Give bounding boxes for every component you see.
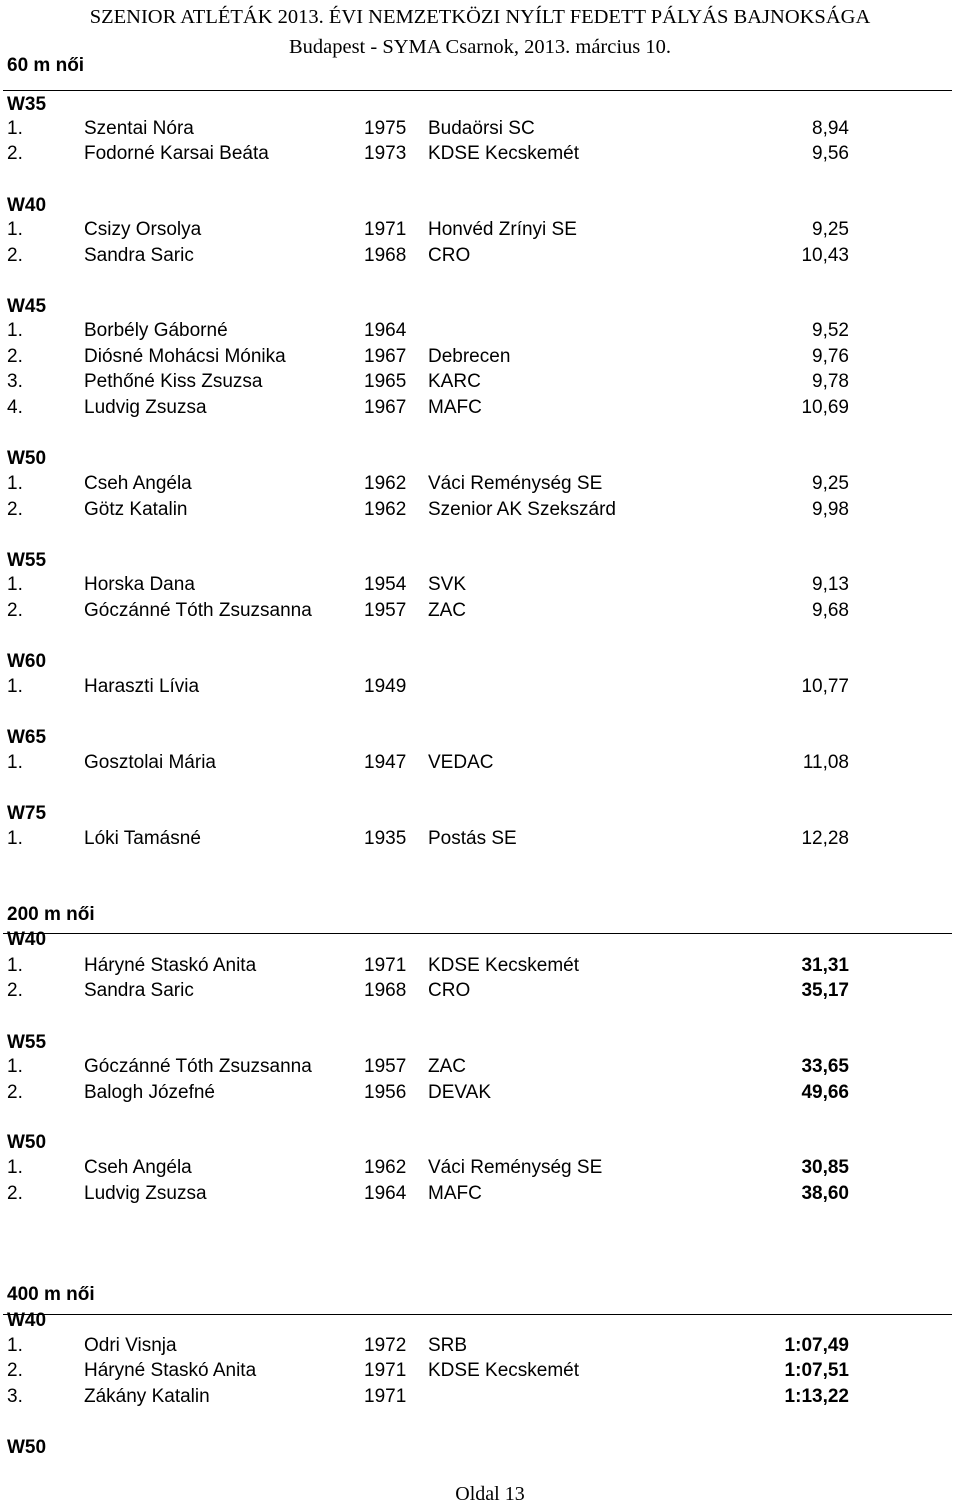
age-category: W35 (7, 94, 47, 115)
result-time: 1:13,22 (784, 1386, 849, 1407)
result-place: 2. (7, 1360, 23, 1381)
result-time: 31,31 (801, 955, 849, 976)
athlete-name: Csizy Orsolya (84, 219, 202, 240)
athlete-name: Cseh Angéla (84, 473, 192, 494)
result-time: 9,68 (812, 600, 849, 621)
athlete-name: Lóki Tamásné (84, 828, 201, 849)
result-place: 1. (7, 118, 23, 139)
athlete-name: Balogh Józefné (84, 1082, 215, 1103)
athlete-name: Fodorné Karsai Beáta (84, 143, 269, 164)
athlete-name: Haraszti Lívia (84, 676, 200, 697)
birth-year: 1975 (364, 118, 407, 139)
birth-year: 1949 (364, 676, 407, 697)
result-time: 1:07,51 (784, 1360, 849, 1381)
birth-year: 1964 (364, 1183, 407, 1204)
birth-year: 1957 (364, 1056, 407, 1077)
birth-year: 1935 (364, 828, 407, 849)
result-place: 1. (7, 1157, 23, 1178)
event-title: 60 m női (7, 55, 85, 76)
birth-year: 1971 (364, 1360, 407, 1381)
result-place: 1. (7, 752, 23, 773)
result-time: 10,43 (801, 245, 849, 266)
header-venue-date: Budapest - SYMA Csarnok, 2013. március 10. (288, 36, 672, 58)
age-category: W55 (7, 1032, 47, 1053)
result-time: 30,85 (801, 1157, 849, 1178)
age-category: W65 (7, 727, 47, 748)
club-name: KARC (428, 371, 481, 392)
athlete-name: Götz Katalin (84, 499, 188, 520)
birth-year: 1967 (364, 346, 407, 367)
club-name: SRB (428, 1335, 468, 1356)
age-category: W55 (7, 550, 47, 571)
result-place: 2. (7, 245, 23, 266)
club-name: KDSE Kecskemét (428, 955, 579, 976)
birth-year: 1971 (364, 219, 407, 240)
club-name: Váci Reménység SE (428, 1157, 603, 1178)
age-category: W40 (7, 929, 47, 950)
club-name: VEDAC (428, 752, 494, 773)
result-time: 9,78 (812, 371, 849, 392)
result-place: 1. (7, 1056, 23, 1077)
result-time: 1:07,49 (784, 1335, 849, 1356)
result-time: 9,13 (812, 574, 849, 595)
page-number: Oldal 13 (455, 1483, 525, 1505)
result-time: 9,98 (812, 499, 849, 520)
event-title: 400 m női (7, 1284, 95, 1305)
result-place: 1. (7, 473, 23, 494)
birth-year: 1947 (364, 752, 407, 773)
result-place: 3. (7, 1386, 23, 1407)
result-time: 49,66 (801, 1082, 849, 1103)
club-name: CRO (428, 245, 471, 266)
result-time: 9,56 (812, 143, 849, 164)
result-place: 2. (7, 143, 23, 164)
birth-year: 1971 (364, 1386, 407, 1407)
birth-year: 1971 (364, 955, 407, 976)
age-category: W40 (7, 195, 47, 216)
result-place: 1. (7, 828, 23, 849)
age-category: W45 (7, 296, 47, 317)
result-time: 38,60 (801, 1183, 849, 1204)
club-name: Postás SE (428, 828, 517, 849)
age-category: W50 (7, 1437, 47, 1458)
birth-year: 1957 (364, 600, 407, 621)
club-name: KDSE Kecskemét (428, 143, 579, 164)
age-category: W75 (7, 803, 47, 824)
result-time: 9,52 (812, 320, 849, 341)
athlete-name: Cseh Angéla (84, 1157, 192, 1178)
athlete-name: Borbély Gáborné (84, 320, 228, 341)
birth-year: 1962 (364, 473, 407, 494)
club-name: MAFC (428, 397, 482, 418)
result-place: 2. (7, 346, 23, 367)
result-time: 9,25 (812, 219, 849, 240)
athlete-name: Háryné Staskó Anita (84, 1360, 257, 1381)
club-name: MAFC (428, 1183, 482, 1204)
age-category: W50 (7, 448, 47, 469)
athlete-name: Diósné Mohácsi Mónika (84, 346, 286, 367)
result-time: 12,28 (801, 828, 849, 849)
result-time: 11,08 (802, 752, 849, 773)
athlete-name: Sandra Saric (84, 245, 194, 266)
athlete-name: Szentai Nóra (84, 118, 194, 139)
result-time: 8,94 (812, 118, 849, 139)
result-place: 4. (7, 397, 23, 418)
birth-year: 1972 (364, 1335, 407, 1356)
club-name: DEVAK (428, 1082, 492, 1103)
birth-year: 1954 (364, 574, 407, 595)
birth-year: 1965 (364, 371, 407, 392)
athlete-name: Háryné Staskó Anita (84, 955, 257, 976)
result-place: 2. (7, 980, 23, 1001)
athlete-name: Ludvig Zsuzsa (84, 397, 207, 418)
birth-year: 1967 (364, 397, 407, 418)
club-name: KDSE Kecskemét (428, 1360, 579, 1381)
athlete-name: Góczánné Tóth Zsuzsanna (84, 600, 312, 621)
club-name: ZAC (428, 600, 466, 621)
birth-year: 1968 (364, 980, 407, 1001)
birth-year: 1973 (364, 143, 407, 164)
age-category: W60 (7, 651, 47, 672)
event-title-divider (3, 90, 952, 91)
club-name: Váci Reménység SE (428, 473, 603, 494)
event-title: 200 m női (7, 904, 95, 925)
athlete-name: Gosztolai Mária (84, 752, 216, 773)
birth-year: 1962 (364, 1157, 407, 1178)
athlete-name: Góczánné Tóth Zsuzsanna (84, 1056, 312, 1077)
club-name: Szenior AK Szekszárd (428, 499, 616, 520)
birth-year: 1956 (364, 1082, 407, 1103)
result-time: 10,69 (801, 397, 849, 418)
result-time: 9,76 (812, 346, 849, 367)
birth-year: 1964 (364, 320, 407, 341)
club-name: CRO (428, 980, 471, 1001)
result-place: 2. (7, 499, 23, 520)
age-category: W50 (7, 1132, 47, 1153)
athlete-name: Pethőné Kiss Zsuzsa (84, 371, 263, 392)
result-time: 35,17 (801, 980, 849, 1001)
result-place: 2. (7, 1082, 23, 1103)
club-name: ZAC (428, 1056, 466, 1077)
athlete-name: Horska Dana (84, 574, 195, 595)
result-time: 33,65 (801, 1056, 849, 1077)
result-place: 2. (7, 600, 23, 621)
result-place: 1. (7, 574, 23, 595)
athlete-name: Ludvig Zsuzsa (84, 1183, 207, 1204)
birth-year: 1968 (364, 245, 407, 266)
club-name: Debrecen (428, 346, 511, 367)
result-place: 1. (7, 219, 23, 240)
athlete-name: Zákány Katalin (84, 1386, 210, 1407)
event-title-divider (3, 1314, 952, 1315)
result-place: 1. (7, 1335, 23, 1356)
club-name: Budaörsi SC (428, 118, 535, 139)
result-time: 10,77 (801, 676, 849, 697)
result-place: 1. (7, 955, 23, 976)
header-title: SZENIOR ATLÉTÁK 2013. ÉVI NEMZETKÖZI NYÍLT FEDETT PÁLYÁS BAJNOKSÁGA (89, 6, 871, 28)
event-title-divider (3, 933, 952, 934)
result-place: 1. (7, 676, 23, 697)
result-place: 3. (7, 371, 23, 392)
result-time: 9,25 (812, 473, 849, 494)
age-category: W40 (7, 1310, 47, 1331)
athlete-name: Sandra Saric (84, 980, 194, 1001)
result-place: 1. (7, 320, 23, 341)
athlete-name: Odri Visnja (84, 1335, 177, 1356)
club-name: Honvéd Zrínyi SE (428, 219, 577, 240)
club-name: SVK (428, 574, 467, 595)
birth-year: 1962 (364, 499, 407, 520)
result-place: 2. (7, 1183, 23, 1204)
